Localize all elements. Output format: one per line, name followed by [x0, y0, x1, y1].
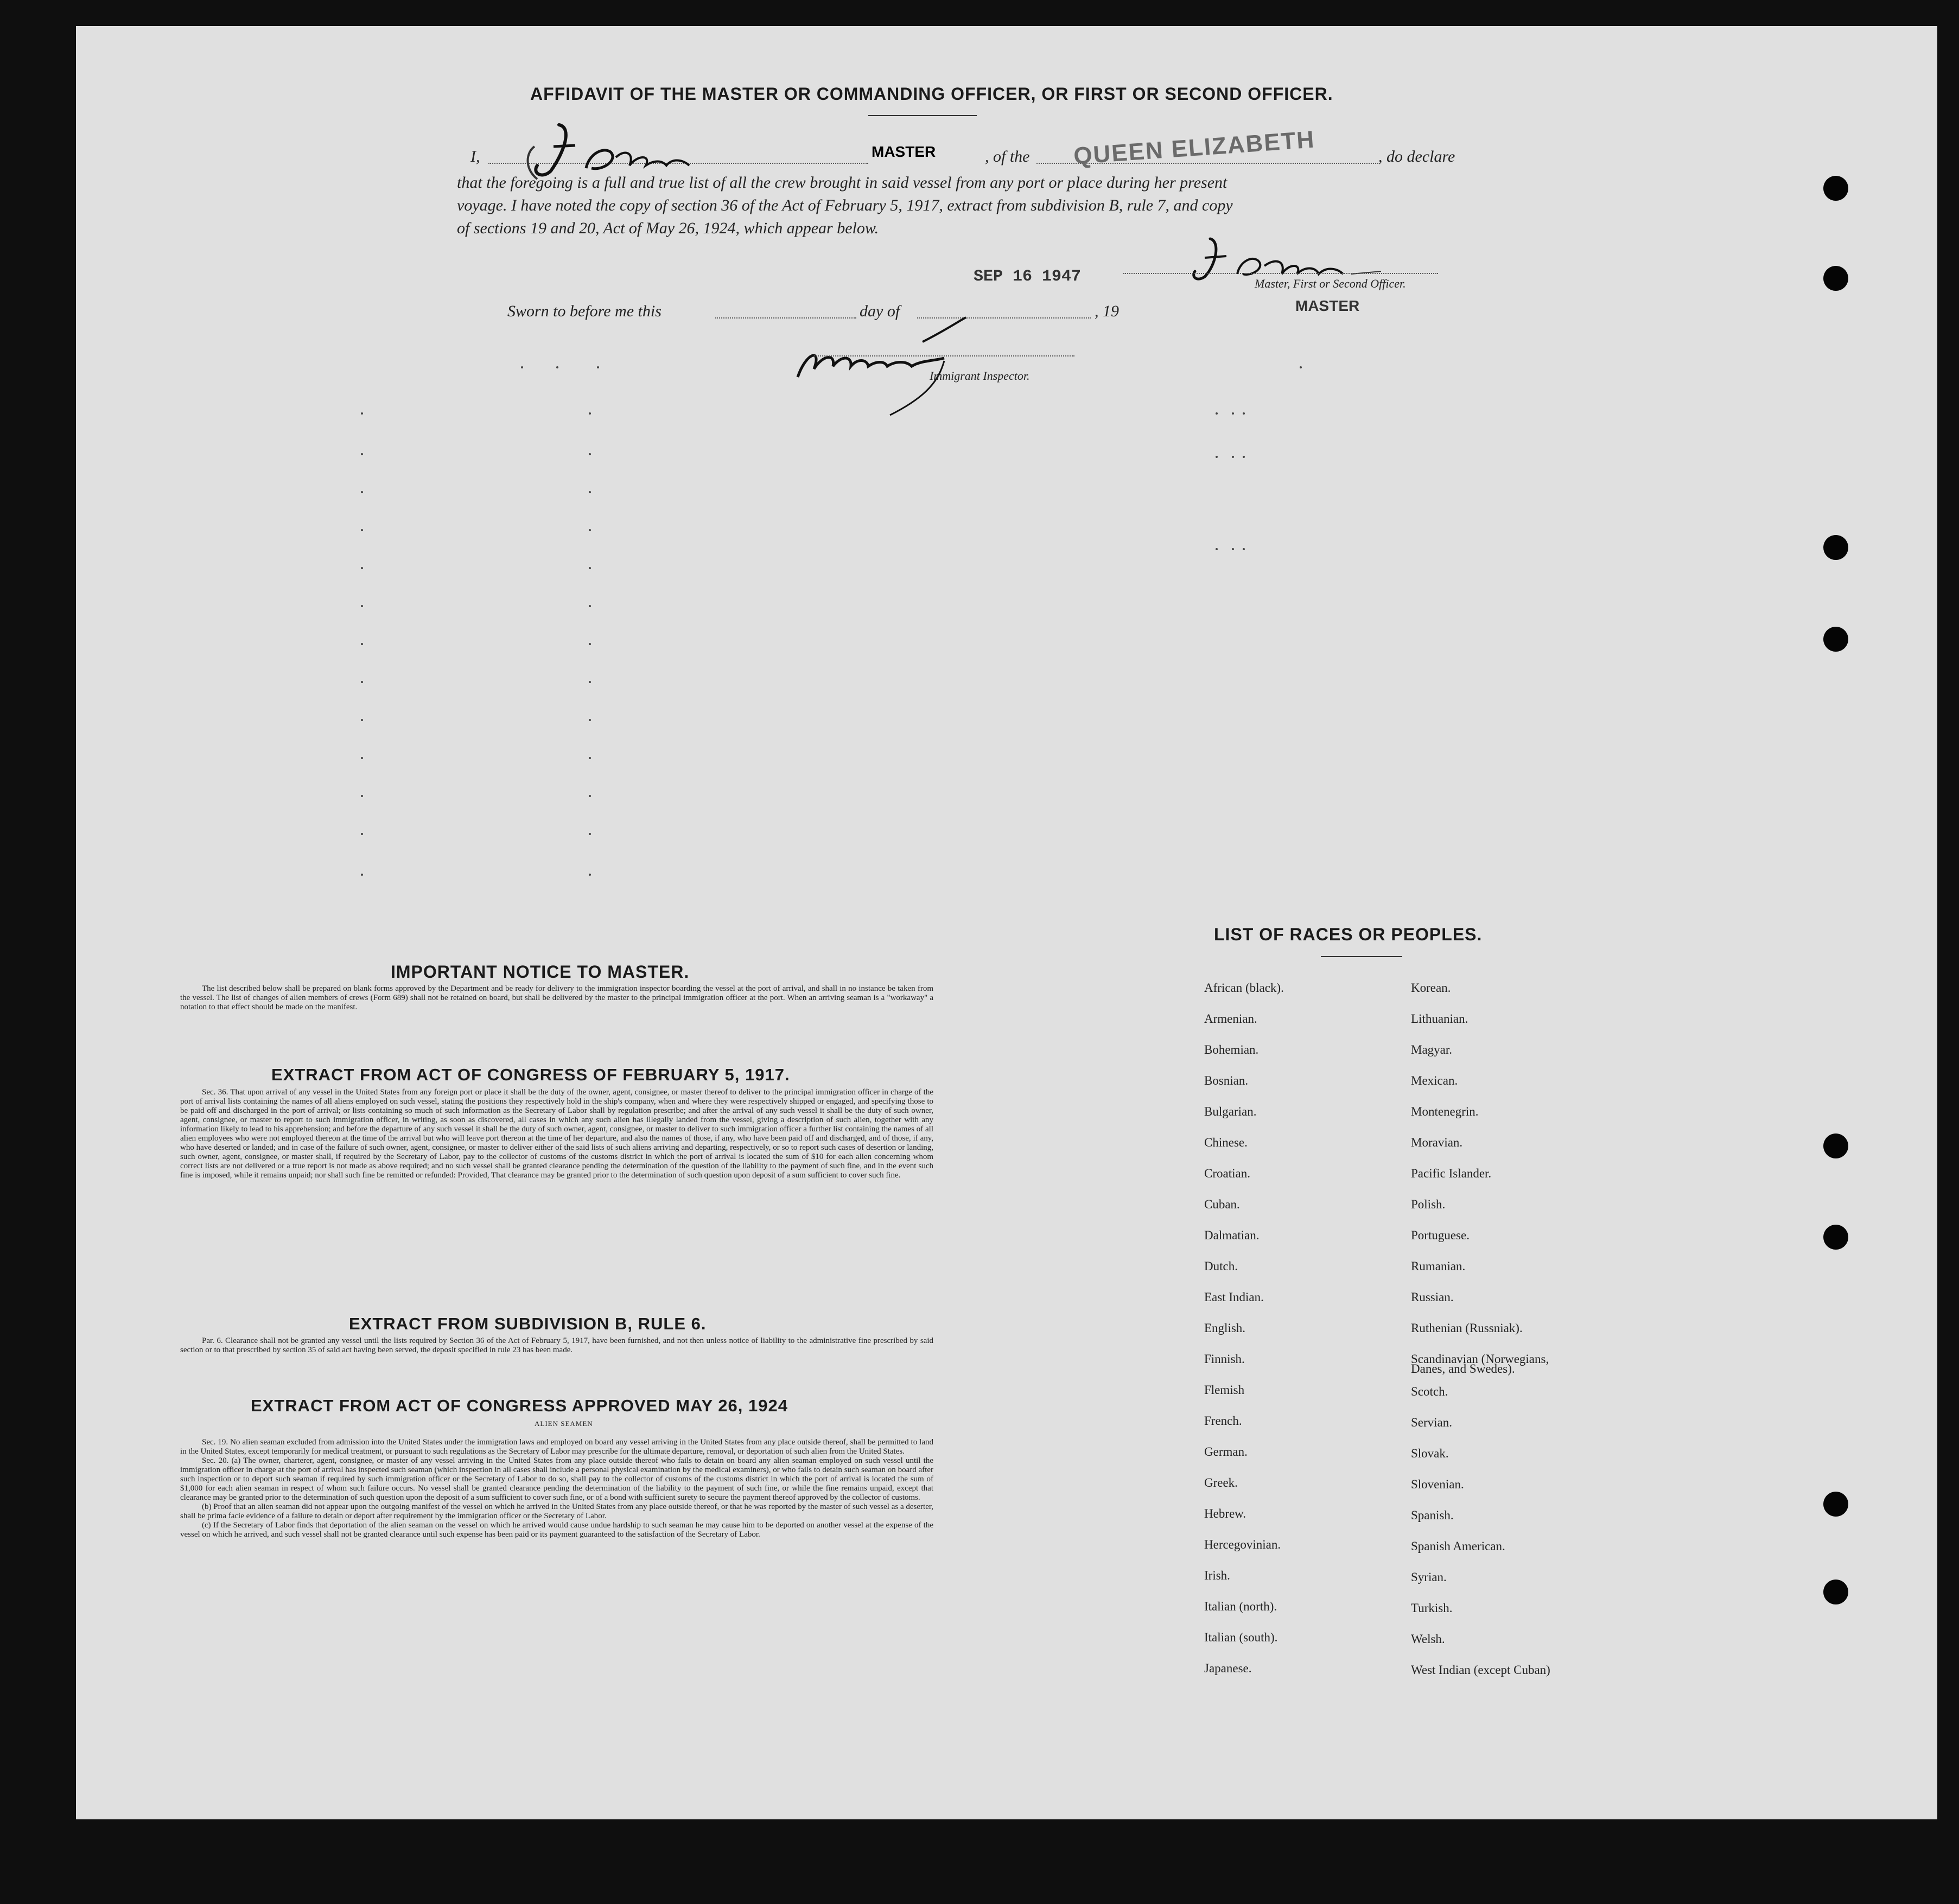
- race-item-right: Mexican.: [1411, 1074, 1458, 1087]
- sec-20c-paragraph: (c) If the Secretary of Labor finds that deportation of the alien seaman on the vessel on which he arrived would cause undue hardship to such seaman he may cause him to be deported on another vessel at the expense of the vessel on which he arrived, and such vessel shall not be granted clearance until such expense has been paid or its payment guaranteed to the satisfaction of the Secretary of Labor.: [180, 1521, 933, 1539]
- race-item-left: Hercegovinian.: [1204, 1538, 1281, 1551]
- race-item-left: German.: [1204, 1445, 1248, 1459]
- form-dot: [556, 366, 558, 368]
- form-dot: [361, 643, 363, 645]
- form-dot: [1300, 366, 1302, 368]
- form-dot: [361, 833, 363, 835]
- race-item-left: Croatian.: [1204, 1167, 1250, 1180]
- form-dot: [361, 719, 363, 721]
- race-item-right: Pacific Islander.: [1411, 1167, 1492, 1180]
- race-item-left: Italian (north).: [1204, 1600, 1277, 1613]
- race-item-left: Finnish.: [1204, 1352, 1245, 1366]
- binder-hole: [1823, 266, 1848, 291]
- race-item-left: English.: [1204, 1321, 1246, 1335]
- notice-paragraph: The list described below shall be prepared on blank forms approved by the Department and be ready for delivery to the immigration inspector boarding the vessel at the port of arrival, and shall in no instance be taken from the vessel. The list of changes of alien members of crews (Form 689) shall not be retained on board, but shall be delivered by the master to the principal immigration officer at the port. When an arriving seaman is a "workaway" a notation to that effect should be made on the manifest.: [180, 984, 933, 1011]
- race-item-left: Irish.: [1204, 1569, 1230, 1582]
- race-item-left: East Indian.: [1204, 1290, 1264, 1304]
- race-item-left: Chinese.: [1204, 1136, 1248, 1149]
- master-stamp: MASTER: [1295, 297, 1360, 314]
- form-dot: [589, 719, 591, 721]
- race-item-left: Armenian.: [1204, 1012, 1257, 1026]
- par-6-paragraph: Par. 6. Clearance shall not be granted any vessel until the lists required by Section 36 of the Act of February 5, 1917, have been furnished, and not then unless notice of liability to the administrative fine prescribed by said section or to that prescribed by section 35 of said act having been served, the deposit specified in rule 23 has been made.: [180, 1336, 933, 1354]
- section-36-paragraph: Sec. 36. That upon arrival of any vessel in the United States from any foreign port or place it shall be the duty of the owner, agent, consignee, or master thereof to deliver to the principal immigration officer in charge of the port of arrival lists containing the names of all aliens employed on such vessel, stating the positions they respectively hold in the ship's company, when and where they were respectively shipped or engaged, and specifying those to be paid off and discharged in the port of arrival; or lists containing so much of such information as the Secretary of Labor shall by regulation prescribe; and after the arrival of any such vessel it shall be the duty of such owner, agent, consignee, or master to report to such immigration officer, in writing, as soon as discovered, all cases in which any such alien has illegally landed from the vessel, giving a description of such alien, together with any information likely to lead to his apprehension; and before the departure of any such vessel it shall be the duty of such owner, agent, consignee, or master to deliver to such immigration officer a further list containing the names of all alien employees who were not employed thereon at the time of the arrival but who will leave port thereon at the time of her departure, and also the names of those, if any, who have been paid off and discharged, and of those, if any, who have deserted or landed; and in case of the failure of such owner, agent, consignee, or master to deliver either of the said lists of such aliens arriving and departing, respectively, or so to report such cases of desertion or landing, such owner, agent, consignee, or master shall, if required by the Secretary of Labor, pay to the collector of customs of the customs district in which the port of arrival is located the sum of $10 for each alien concerning whom correct lists are not delivered or a true report is not made as above required; and no such vessel shall be granted clearance pending the determination of the question of the liability to the payment of such fine, and in the event such fine is imposed, while it remains unpaid; nor shall such fine be remitted or refunded: Provided, That clearance may be granted prior to the determination of such question upon deposit of a sum sufficient to cover such fine.: [180, 1088, 933, 1180]
- form-dot: [589, 529, 591, 531]
- form-dot: [521, 366, 523, 368]
- affidavit-line-3: voyage. I have noted the copy of section 36 of the Act of February 5, 1917, extract from subdivision B, rule 7, and copy: [457, 196, 1233, 214]
- form-dot: [1216, 456, 1218, 458]
- form-dot: [1216, 548, 1218, 550]
- form-dot: [361, 874, 363, 876]
- race-item-right: Ruthenian (Russniak).: [1411, 1321, 1523, 1335]
- inspector-caption: Immigrant Inspector.: [930, 369, 1030, 383]
- form-dot: [589, 757, 591, 759]
- document-page: [76, 26, 1937, 1819]
- title-divider: [868, 115, 977, 116]
- race-item-left: Bohemian.: [1204, 1043, 1259, 1056]
- form-dot: [589, 643, 591, 645]
- inspector-signature: [781, 309, 1042, 418]
- form-dot: [361, 453, 363, 455]
- form-dot: [361, 412, 363, 415]
- race-item-right: Turkish.: [1411, 1601, 1453, 1615]
- extract-rule-6-title: EXTRACT FROM SUBDIVISION B, RULE 6.: [349, 1314, 707, 1333]
- race-item-right: West Indian (except Cuban): [1411, 1663, 1550, 1677]
- affidavit-title: AFFIDAVIT OF THE MASTER OR COMMANDING OFFICER, OR FIRST OR SECOND OFFICER.: [530, 84, 1333, 104]
- form-dot: [361, 529, 363, 531]
- inspector-fill-line: [814, 355, 1074, 356]
- race-item-left: French.: [1204, 1414, 1242, 1428]
- race-item-right: Magyar.: [1411, 1043, 1453, 1056]
- form-dot: [361, 795, 363, 797]
- race-item-right: Rumanian.: [1411, 1259, 1466, 1273]
- race-item-left: Hebrew.: [1204, 1507, 1246, 1520]
- race-item-right: Scandinavian (Norwegians,: [1411, 1352, 1549, 1366]
- race-item-right: Slovak.: [1411, 1447, 1449, 1460]
- race-item-right: Servian.: [1411, 1416, 1453, 1429]
- binder-hole: [1823, 1134, 1848, 1158]
- affidavit-line-4: of sections 19 and 20, Act of May 26, 1924, which appear below.: [457, 219, 879, 237]
- binder-hole: [1823, 535, 1848, 560]
- race-item-left: Dalmatian.: [1204, 1228, 1260, 1242]
- binder-hole: [1823, 1492, 1848, 1517]
- form-dot: [589, 567, 591, 569]
- form-dot: [361, 757, 363, 759]
- races-title: LIST OF RACES OR PEOPLES.: [1214, 925, 1483, 944]
- rank-stamp: MASTER: [872, 143, 936, 160]
- form-dot: [1243, 412, 1245, 415]
- race-item-left: Bosnian.: [1204, 1074, 1249, 1087]
- extract-rule-6-text: [180, 1336, 933, 1355]
- race-item-right: Polish.: [1411, 1198, 1446, 1211]
- vessel-name-stamp: QUEEN ELIZABETH: [1072, 126, 1316, 170]
- binder-hole: [1823, 176, 1848, 201]
- affidavit-declare: , do declare: [1378, 148, 1455, 165]
- race-item-right: Lithuanian.: [1411, 1012, 1468, 1026]
- form-dot: [589, 491, 591, 493]
- form-dot: [589, 605, 591, 607]
- binder-hole: [1823, 1225, 1848, 1250]
- master-caption: Master, First or Second Officer.: [1255, 277, 1406, 290]
- form-dot: [361, 605, 363, 607]
- race-item-right: Montenegrin.: [1411, 1105, 1479, 1118]
- race-item-left: Japanese.: [1204, 1661, 1252, 1675]
- extract-1924-text: [180, 1438, 933, 1539]
- sec-20b-paragraph: (b) Proof that an alien seaman did not appear upon the outgoing manifest of the vessel on which he arrived in the United States from any place outside thereof, or that he was reported by the master of such vessel as a deserter, shall be prima facie evidence of a failure to detain or deport after requirement by the immigration officer or the Secretary of Labor.: [180, 1502, 933, 1520]
- affidavit-line-2: that the foregoing is a full and true list of all the crew brought in said vessel from any port or place during her present: [457, 174, 1227, 192]
- form-dot: [1232, 412, 1234, 415]
- form-dot: [1216, 412, 1218, 415]
- notice-text: [180, 984, 933, 1012]
- race-item-left: Bulgarian.: [1204, 1105, 1257, 1118]
- form-dot: [589, 874, 591, 876]
- form-dot: [589, 681, 591, 683]
- form-dot: [361, 681, 363, 683]
- signature-fill-line: [1123, 273, 1438, 274]
- form-dot: [361, 567, 363, 569]
- race-item-right: Scotch.: [1411, 1385, 1448, 1398]
- form-dot: [1243, 548, 1245, 550]
- form-dot: [597, 366, 599, 368]
- races-divider: [1321, 956, 1402, 957]
- race-item-left: Dutch.: [1204, 1259, 1238, 1273]
- year-text: , 19: [1095, 302, 1119, 320]
- form-dot: [1232, 456, 1234, 458]
- race-item-right: Syrian.: [1411, 1570, 1447, 1584]
- race-item-right: Spanish.: [1411, 1508, 1454, 1522]
- race-item-right: Welsh.: [1411, 1632, 1445, 1646]
- extract-1924-title: EXTRACT FROM ACT OF CONGRESS APPROVED MAY 26, 1924: [251, 1396, 788, 1415]
- notice-title: IMPORTANT NOTICE TO MASTER.: [391, 962, 690, 982]
- race-item-right: Russian.: [1411, 1290, 1454, 1304]
- race-item-left: Italian (south).: [1204, 1631, 1278, 1644]
- race-item-left: Cuban.: [1204, 1198, 1240, 1211]
- form-dot: [1243, 456, 1245, 458]
- race-item-left: Flemish: [1204, 1383, 1245, 1397]
- form-dot: [589, 833, 591, 835]
- race-item-right: Korean.: [1411, 981, 1451, 995]
- form-dot: [589, 795, 591, 797]
- race-item-scandinavian-cont: Danes, and Swedes).: [1411, 1362, 1515, 1376]
- form-dot: [589, 412, 591, 415]
- affidavit-of-the: , of the: [985, 148, 1030, 165]
- extract-1917-title: EXTRACT FROM ACT OF CONGRESS OF FEBRUARY 5, 1917.: [271, 1065, 790, 1084]
- form-dot: [1232, 548, 1234, 550]
- binder-hole: [1823, 627, 1848, 652]
- day-of-text: day of: [860, 302, 900, 320]
- sec-19-paragraph: Sec. 19. No alien seaman excluded from admission into the United States under the immigration laws and employed on board any vessel arriving in the United States from any place outside thereof, shall be permitted to land in the United States, except temporarily for medical treatment, or pursuant to such regulations as the Secretary of Labor may prescribe for the ultimate departure, removal, or deportation of such alien from the United States.: [180, 1438, 933, 1456]
- race-item-right: Moravian.: [1411, 1136, 1463, 1149]
- form-dot: [589, 453, 591, 455]
- race-item-left: African (black).: [1204, 981, 1284, 995]
- race-item-right: Portuguese.: [1411, 1228, 1470, 1242]
- form-dot: [361, 491, 363, 493]
- binder-hole: [1823, 1580, 1848, 1604]
- alien-seamen-subtitle: ALIEN SEAMEN: [535, 1419, 593, 1428]
- sec-20a-paragraph: Sec. 20. (a) The owner, charterer, agent, consignee, or master of any vessel arriving in the United States from any place outside thereof who fails to detain on board any alien seaman employed on such vessel until the immigration officer in charge at the port of arrival has inspected such seaman (which inspection in all cases shall include a personal physical examination by the medical examiners), or who fails to detain such seaman on board after such inspection or to deport such seaman if required by such immigration officer or the Secretary of Labor to do so, shall pay to the collector of customs of the customs district in which the port of arrival is located the sum of $1,000 for each alien seaman in respect of whom such failure occurs. No vessel shall be granted clearance pending the determination of the liability to the payment of such fine, or while the fine remains unpaid, except that clearance may be granted prior to the determination of such question upon the deposit of a sum sufficient to cover such fine, or of a bond with sufficient surety to secure the payment thereof approved by the collector of customs.: [180, 1456, 933, 1502]
- affidavit-i: I,: [470, 148, 480, 165]
- race-item-right: Spanish American.: [1411, 1539, 1505, 1553]
- extract-1917-text: [180, 1088, 933, 1180]
- sworn-text: Sworn to before me this: [507, 302, 662, 320]
- race-item-right: Slovenian.: [1411, 1478, 1464, 1491]
- race-item-left: Greek.: [1204, 1476, 1238, 1489]
- date-stamp: SEP 16 1947: [974, 268, 1082, 286]
